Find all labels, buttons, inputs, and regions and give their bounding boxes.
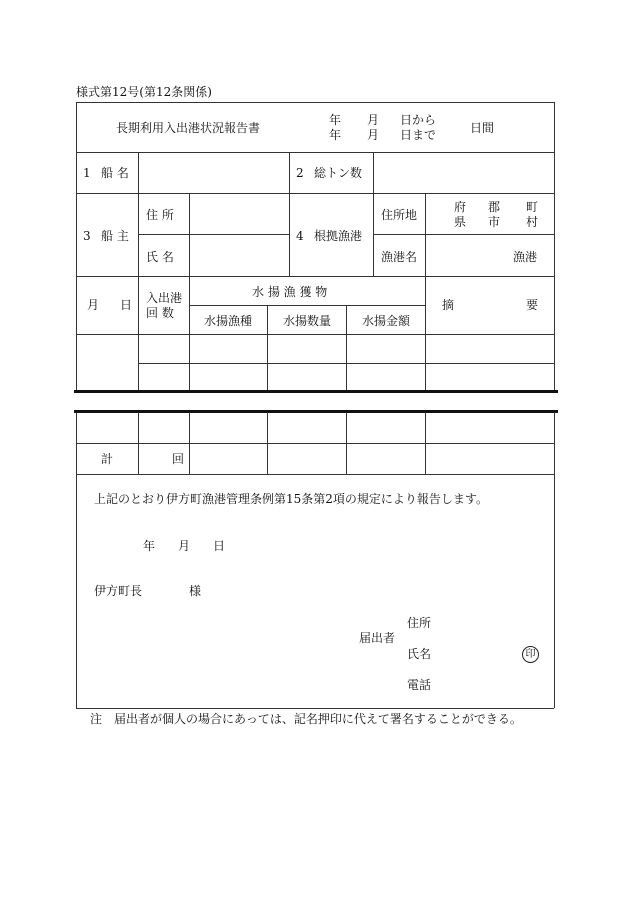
applicant-label: 届出者 bbox=[359, 631, 396, 645]
applicant-name-label: 氏名 bbox=[407, 647, 432, 661]
form-number: 様式第12号(第12条関係) bbox=[76, 85, 212, 99]
col-remarks-1: 摘 bbox=[442, 298, 455, 312]
name-label: 氏 名 bbox=[146, 250, 174, 264]
date-year: 年 bbox=[143, 539, 156, 553]
town-label: 町 bbox=[526, 200, 539, 214]
break-line-bottom bbox=[74, 410, 558, 413]
footnote: 注 届出者が個人の場合にあっては、記名押印に代えて署名することができる。 bbox=[90, 712, 522, 726]
col-catch-species: 水揚漁種 bbox=[204, 314, 253, 328]
port-suffix-label: 漁港 bbox=[513, 250, 538, 264]
col-port-calls-1: 入出港 bbox=[146, 291, 183, 305]
period-from: 日から bbox=[400, 113, 437, 127]
col-port-calls-2: 回 数 bbox=[146, 306, 174, 320]
city-label: 市 bbox=[488, 215, 501, 229]
ship-name-number: 1 bbox=[83, 166, 91, 180]
total-times-label: 回 bbox=[172, 452, 185, 466]
seal-mark-icon: 印 bbox=[522, 646, 539, 663]
date-month: 月 bbox=[178, 539, 191, 553]
report-title: 長期利用入出港状況報告書 bbox=[116, 121, 261, 135]
base-port-number: 4 bbox=[296, 229, 304, 243]
address-label: 住 所 bbox=[146, 208, 174, 222]
col-catch-header: 水 揚 漁 獲 物 bbox=[252, 285, 328, 299]
tonnage-label: 総トン数 bbox=[314, 166, 363, 180]
addressee-title: 伊方町長 bbox=[94, 584, 143, 598]
village-label: 村 bbox=[526, 215, 539, 229]
address-place-label: 住所地 bbox=[381, 208, 418, 222]
total-label: 計 bbox=[101, 452, 114, 466]
period-year-1: 年 bbox=[329, 113, 342, 127]
tonnage-number: 2 bbox=[296, 166, 304, 180]
county-label: 郡 bbox=[488, 200, 501, 214]
col-remarks-2: 要 bbox=[526, 298, 539, 312]
col-catch-amount: 水揚金額 bbox=[362, 314, 411, 328]
col-day: 日 bbox=[120, 298, 133, 312]
date-day: 日 bbox=[213, 539, 226, 553]
pref-label-1: 府 bbox=[454, 200, 467, 214]
captain-number: 3 bbox=[83, 229, 91, 243]
break-line-top bbox=[74, 390, 558, 393]
period-month-1: 月 bbox=[367, 113, 380, 127]
captain-label: 船 主 bbox=[101, 229, 129, 243]
col-month: 月 bbox=[87, 298, 100, 312]
period-days: 日間 bbox=[470, 121, 495, 135]
applicant-phone-label: 電話 bbox=[407, 678, 432, 692]
period-until: 日まで bbox=[400, 128, 437, 142]
period-month-2: 月 bbox=[367, 128, 380, 142]
addressee-honorific: 様 bbox=[189, 584, 202, 598]
ship-name-label: 船 名 bbox=[101, 166, 129, 180]
applicant-address-label: 住所 bbox=[407, 616, 432, 630]
col-catch-quantity: 水揚数量 bbox=[283, 314, 332, 328]
base-port-label: 根拠漁港 bbox=[314, 229, 363, 243]
port-name-label: 漁港名 bbox=[381, 250, 418, 264]
period-year-2: 年 bbox=[329, 128, 342, 142]
report-statement: 上記のとおり伊方町漁港管理条例第15条第2項の規定により報告します。 bbox=[94, 492, 488, 506]
pref-label-2: 県 bbox=[454, 215, 467, 229]
